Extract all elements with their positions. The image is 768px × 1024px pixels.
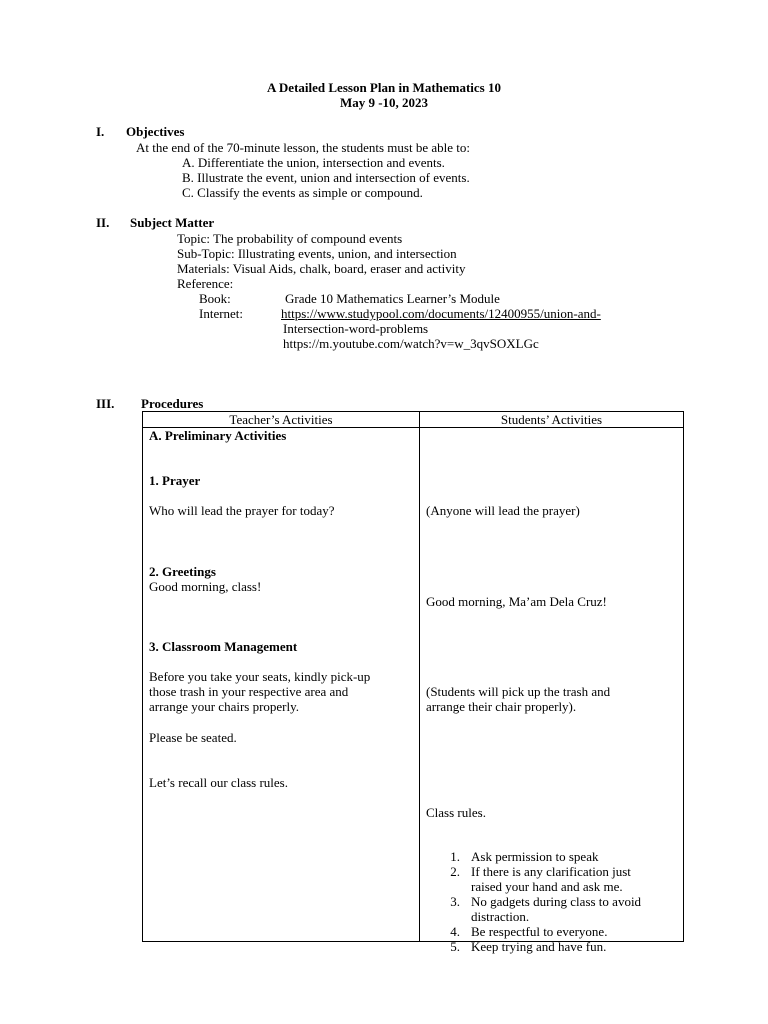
studypool-link-continuation: Intersection-word-problems xyxy=(283,321,429,336)
procedures-heading: Procedures xyxy=(141,396,204,411)
studypool-link[interactable]: https://www.studypool.com/documents/12400955/union-and- xyxy=(281,306,601,321)
rule-text: Ask permission to speak xyxy=(471,849,599,864)
list-item xyxy=(426,849,641,864)
management-instruction: arrange your chairs properly. xyxy=(149,699,300,714)
rule-number: 1. xyxy=(450,849,460,864)
prayer-response: (Anyone will lead the prayer) xyxy=(426,503,580,518)
prayer-question: Who will lead the prayer for today? xyxy=(149,503,335,518)
rule-text: raised your hand and ask me. xyxy=(471,879,623,894)
rule-text: distraction. xyxy=(471,909,530,924)
rule-text: No gadgets during class to avoid xyxy=(471,894,642,909)
rule-number: 5. xyxy=(450,939,460,954)
rule-text: Keep trying and have fun. xyxy=(471,939,607,954)
list-item xyxy=(426,864,641,894)
rule-text: Be respectful to everyone. xyxy=(471,924,608,939)
document-title: A Detailed Lesson Plan in Mathematics 10 xyxy=(267,80,501,95)
teacher-activities-cell xyxy=(143,428,420,942)
list-item xyxy=(426,924,641,939)
prayer-heading: 1. Prayer xyxy=(149,473,201,488)
management-instruction: those trash in your respective area and xyxy=(149,684,349,699)
classroom-management-heading: 3. Classroom Management xyxy=(149,639,298,654)
greeting-response: Good morning, Ma’am Dela Cruz! xyxy=(426,594,607,609)
list-item xyxy=(426,939,641,954)
students-activities-header: Students’ Activities xyxy=(420,412,684,428)
procedures-table xyxy=(142,411,684,954)
document-date: May 9 -10, 2023 xyxy=(339,95,429,110)
preliminary-activities-heading: A. Preliminary Activities xyxy=(149,428,287,443)
objectives-heading: Objectives xyxy=(126,124,185,139)
greetings-text: Good morning, class! xyxy=(149,579,262,594)
procedures-numeral: III. xyxy=(96,396,115,411)
book-label: Book: xyxy=(199,291,231,306)
subtopic-line: Sub-Topic: Illustrating events, union, and intersection xyxy=(177,246,457,261)
objectives-intro: At the end of the 70-minute lesson, the students must be able to: xyxy=(136,140,470,155)
recall-rules-text: Let’s recall our class rules. xyxy=(149,775,288,790)
objective-item: B. Illustrate the event, union and intersection of events. xyxy=(182,170,470,185)
topic-line: Topic: The probability of compound events xyxy=(177,231,403,246)
trash-response: arrange their chair properly). xyxy=(426,699,577,714)
rule-number: 4. xyxy=(450,924,460,939)
rule-text: If there is any clarification just xyxy=(471,864,631,879)
youtube-link: https://m.youtube.com/watch?v=w_3qvSOXLGc xyxy=(283,336,539,351)
objective-item: C. Classify the events as simple or compound. xyxy=(182,185,423,200)
subject-matter-numeral: II. xyxy=(96,215,110,230)
materials-line: Materials: Visual Aids, chalk, board, eraser and activity xyxy=(177,261,466,276)
reference-label: Reference: xyxy=(177,276,234,291)
objective-item: A. Differentiate the union, intersection and events. xyxy=(182,155,445,170)
students-activities-cell xyxy=(420,428,684,954)
book-value: Grade 10 Mathematics Learner’s Module xyxy=(285,291,500,306)
be-seated-text: Please be seated. xyxy=(149,730,237,745)
teacher-activities-header: Teacher’s Activities xyxy=(143,412,420,428)
rule-number: 3. xyxy=(450,894,460,909)
objectives-numeral: I. xyxy=(96,124,105,139)
table-header-row xyxy=(143,412,684,428)
table-row xyxy=(143,428,684,942)
trash-response: (Students will pick up the trash and xyxy=(426,684,611,699)
rule-number: 2. xyxy=(450,864,460,879)
list-item xyxy=(426,894,641,924)
internet-label: Internet: xyxy=(199,306,244,321)
class-rules-list xyxy=(426,849,641,954)
greetings-heading: 2. Greetings xyxy=(149,564,216,579)
class-rules-heading: Class rules. xyxy=(426,805,486,820)
subject-matter-heading: Subject Matter xyxy=(130,215,215,230)
management-instruction: Before you take your seats, kindly pick-up xyxy=(149,669,371,684)
